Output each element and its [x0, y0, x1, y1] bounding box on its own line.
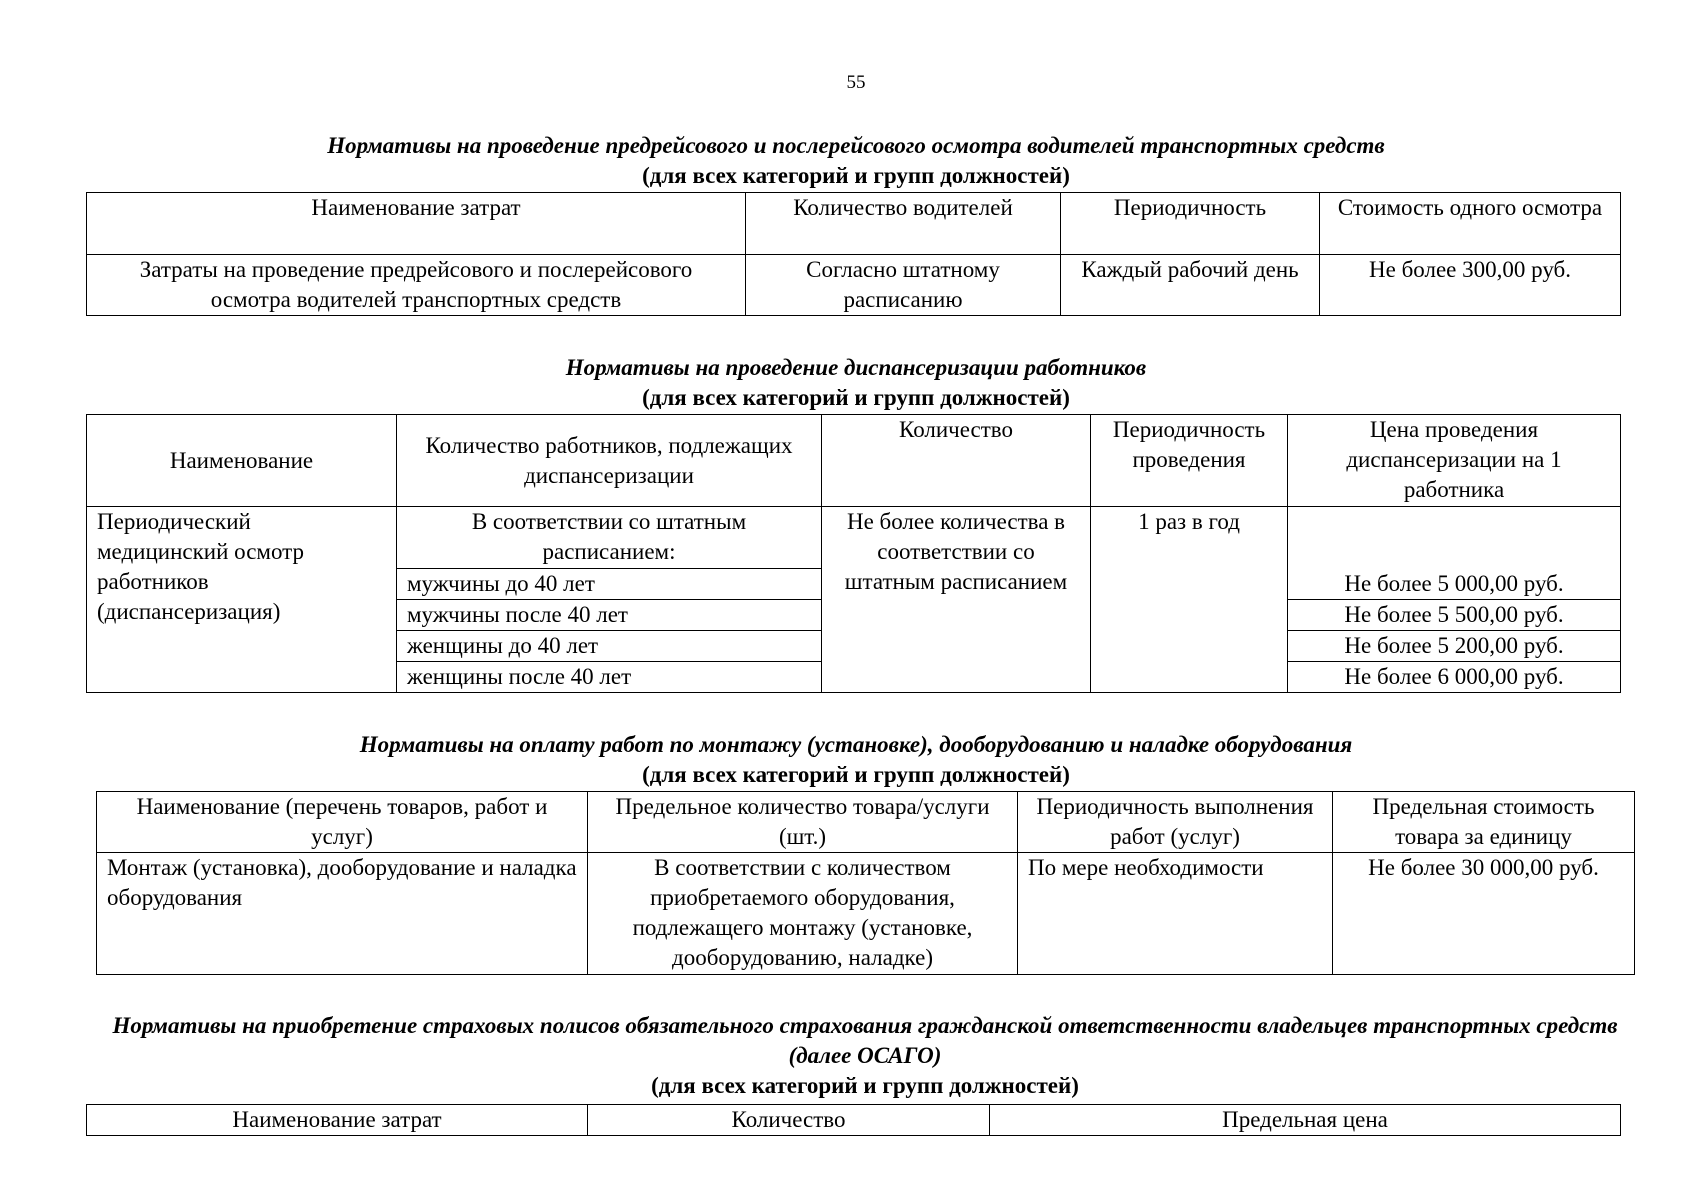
section4-subtitle: (для всех категорий и групп должностей): [651, 1073, 1079, 1098]
table-cell-price: Не более 5 500,00 руб.: [1288, 600, 1621, 631]
table-header-row: [97, 792, 1635, 853]
table-header-row: [87, 415, 1621, 507]
table-cell: В соответствии с количеством приобретаемого оборудования, подлежащего монтажу (установке, дооборудованию, наладке): [588, 853, 1018, 975]
table-cell: Согласно штатному расписанию: [746, 255, 1061, 316]
page-number: 55: [846, 72, 866, 93]
section1-heading: [86, 131, 1626, 191]
section2-subtitle: (для всех категорий и групп должностей): [642, 385, 1070, 410]
table-header-cell: Количество работников, подлежащих диспансеризации: [397, 415, 822, 507]
section1-subtitle: (для всех категорий и групп должностей): [642, 163, 1070, 188]
table-cell-periodicity: 1 раз в год: [1091, 507, 1288, 693]
table-header-row: [87, 193, 1621, 255]
section1-table: [86, 192, 1621, 316]
table-header-cell: Наименование: [87, 415, 397, 507]
table-header-cell: Наименование затрат: [87, 1105, 588, 1136]
section2-table: [86, 414, 1621, 693]
table-header-cell: Периодичность: [1061, 193, 1320, 255]
table-header-cell: Предельное количество товара/услуги (шт.): [588, 792, 1018, 853]
section1-title: Нормативы на проведение предрейсового и послерейсового осмотра водителей транспортных средств: [327, 133, 1385, 158]
table-cell-quantity: Не более количества в соответствии со штатным расписанием: [822, 507, 1091, 693]
table-header-cell: Наименование затрат: [87, 193, 746, 255]
section2-heading: [86, 353, 1626, 413]
table-row: [87, 507, 1621, 569]
table-row: [97, 853, 1635, 975]
section3-heading: [86, 730, 1626, 790]
table-header-row: [87, 1105, 1621, 1136]
table-row: [87, 255, 1621, 316]
table-cell: Монтаж (установка), дооборудование и наладка оборудования: [97, 853, 588, 975]
section3-title: Нормативы на оплату работ по монтажу (установке), дооборудованию и наладке оборудования: [359, 732, 1353, 757]
table-header-cell: Предельная стоимость товара за единицу: [1333, 792, 1635, 853]
table-cell-group: женщины после 40 лет: [397, 662, 822, 693]
table-header-cell: Периодичность выполнения работ (услуг): [1018, 792, 1333, 853]
table-cell-group: женщины до 40 лет: [397, 631, 822, 662]
table-header-cell: Предельная цена: [990, 1105, 1621, 1136]
section3-subtitle: (для всех категорий и групп должностей): [642, 762, 1070, 787]
table-cell-group: мужчины до 40 лет: [397, 569, 822, 600]
table-header-cell: Количество: [588, 1105, 990, 1136]
table-cell-price: Не более 5 000,00 руб.: [1288, 569, 1621, 600]
table-cell-name: Периодический медицинский осмотр работников (диспансеризация): [87, 507, 397, 693]
table-header-cell: Количество: [822, 415, 1091, 507]
table-header-cell: Периодичность проведения: [1091, 415, 1288, 507]
table-header-cell: Стоимость одного осмотра: [1320, 193, 1621, 255]
section4-heading: [96, 1011, 1634, 1101]
table-header-cell: Количество водителей: [746, 193, 1061, 255]
section4-title: Нормативы на приобретение страховых полисов обязательного страхования гражданской ответственности владельцев транспортных средств (далее ОСАГО): [112, 1013, 1618, 1068]
section2-title: Нормативы на проведение диспансеризации работников: [565, 355, 1147, 380]
table-cell-group: мужчины после 40 лет: [397, 600, 822, 631]
table-cell: Каждый рабочий день: [1061, 255, 1320, 316]
table-cell: По мере необходимости: [1018, 853, 1333, 975]
table-cell: Не более 300,00 руб.: [1320, 255, 1621, 316]
table-cell-price: Не более 6 000,00 руб.: [1288, 662, 1621, 693]
table-cell-empty: [1288, 507, 1621, 569]
table-cell-price: Не более 5 200,00 руб.: [1288, 631, 1621, 662]
section4-table: [86, 1104, 1621, 1136]
table-cell-staff-note: В соответствии со штатным расписанием:: [397, 507, 822, 569]
table-header-cell: Наименование (перечень товаров, работ и услуг): [97, 792, 588, 853]
section3-table: [96, 791, 1635, 975]
table-cell: Не более 30 000,00 руб.: [1333, 853, 1635, 975]
table-cell: Затраты на проведение предрейсового и послерейсового осмотра водителей транспортных средств: [87, 255, 746, 316]
table-header-cell: Цена проведения диспансеризации на 1 работника: [1288, 415, 1621, 507]
